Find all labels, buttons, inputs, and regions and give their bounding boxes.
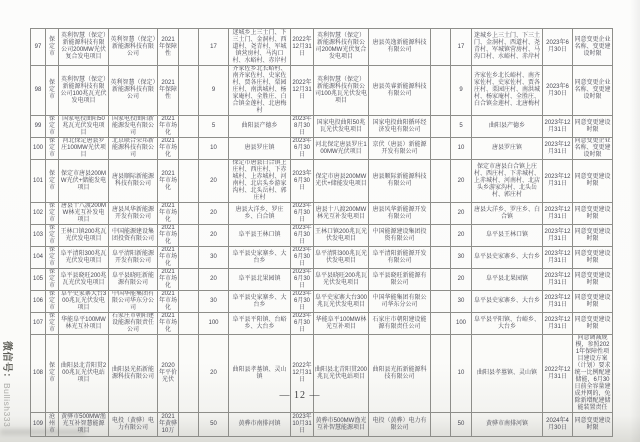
table-cell: 2021年市场化	[158, 160, 179, 203]
table-cell: 17	[451, 29, 472, 66]
table-cell: 2023年6月30日	[292, 203, 312, 223]
table-row	[31, 413, 613, 437]
table-cell: 保定市	[46, 313, 59, 335]
table-cell: 同意变更企业名称、变更建设时限	[574, 138, 611, 158]
table-cell: 英利智慧（保定）新能源科技有限公司200MW光伏复合发电项目	[314, 29, 369, 66]
table-cell: 京伏（唐县）新能源开发有限公司	[369, 138, 431, 160]
table-cell: 2021年市场化	[159, 247, 178, 267]
table-cell: 保定市唐县200MW光伏+储能发电项目	[314, 160, 369, 203]
table-cell: 同意变更建设时限	[573, 269, 613, 291]
watermark-id: Bullish333	[2, 383, 12, 428]
table-cell: 阜平县晓旺新能源有限公司	[109, 269, 158, 291]
table-cell: 20	[199, 203, 229, 225]
table-cell: 2023年6月30日	[292, 313, 312, 333]
table-cell: 2023年6月30日	[292, 291, 312, 311]
table-cell: 同意变更建设时限	[573, 291, 613, 313]
table-cell: 曲阳县孝墓镇、灵山镇	[229, 335, 291, 413]
table-cell: 阜平县晓旺200兆瓦光伏发电项目	[314, 269, 369, 291]
table-cell: 2023年10月31日	[291, 413, 314, 437]
table-cell: 曲阳县北青阳贯200兆瓦光伏电站项目	[59, 335, 109, 413]
table-cell: 阜平史家寨大台300兆瓦光伏发电项目	[59, 291, 109, 313]
table-cell: 阜平县史家寨乡、大台乡	[229, 247, 291, 269]
table-cell: 曲阳县产德乡	[472, 116, 543, 138]
table-cell	[179, 291, 199, 313]
table-cell: 保定市	[46, 160, 59, 203]
table-cell: 英利智慧（保定）新能源科技有限公司	[109, 66, 158, 116]
table-cell: 109	[31, 413, 46, 437]
table-cell: 阜平县平阳镇、台峪乡、大台乡	[472, 313, 543, 335]
scan-smudge	[0, 429, 85, 435]
table-cell: 2023年6月30日	[543, 66, 573, 116]
table-cell: 102	[31, 203, 46, 225]
table-cell: 华能阜平100MW林光互补项目	[59, 313, 109, 335]
table-cell: 20	[199, 225, 229, 247]
table-cell: 2023年12月31日	[543, 313, 573, 335]
table-cell: 10	[451, 138, 472, 160]
table-cell	[431, 313, 451, 335]
table-cell: 30	[451, 247, 472, 269]
table-cell: 唐县英逸新能源科技有限公司	[369, 29, 431, 66]
table-cell: 2021年市场化	[159, 291, 178, 311]
table-cell: 20	[199, 160, 229, 203]
table-cell: 20	[199, 335, 229, 413]
table-cell: 2023年12月31日	[543, 203, 573, 225]
table-cell: 王林口镇200兆瓦光伏发电项目	[314, 225, 369, 247]
table-cell: 英利智慧（保定）新能源科技有限公司200MW光伏复合发电项目	[59, 29, 109, 66]
table-row	[31, 29, 613, 66]
table-cell: 10	[451, 335, 472, 413]
watermark	[1, 341, 16, 436]
table-cell: 保定市	[46, 269, 59, 291]
table-cell: 河北保定唐县罗庄100MW光伏项目	[59, 138, 109, 160]
table-cell: 阜平清阳新能源开发有限公司	[109, 247, 158, 269]
table-cell: 103	[31, 225, 46, 247]
table-cell: 2023年12月31日	[543, 138, 573, 160]
table-row	[31, 313, 613, 335]
table-cell: 100	[31, 138, 46, 160]
table-cell: 17	[199, 29, 229, 66]
table-cell: 保定市	[46, 66, 59, 116]
table-cell: 105	[31, 269, 46, 291]
table-cell: 2023年6月30日	[292, 138, 312, 158]
table-cell	[431, 291, 451, 313]
table-cell: 20	[451, 269, 472, 291]
table-row	[31, 203, 613, 225]
table-cell: 107	[31, 313, 46, 335]
table-cell: 国家电投曲阳循环经济发电有限公司	[369, 116, 431, 138]
table-cell: 2021年市场化	[159, 138, 178, 158]
table-cell: 电投（黄骅）电力有限公司	[369, 413, 431, 437]
table-cell: 99	[31, 116, 46, 138]
table-cell: 齐家佐乡北长峪村、南齐家佐村、史家佐村、贾各庄村、栗园庄村、南洪城村、杨家庵村、全胜庄、白合镇金莲村、北唐梅村	[229, 66, 291, 116]
table-cell: 曲阳县光拓新能源科技有限公司	[369, 335, 431, 413]
table-cell: 保定市	[46, 203, 59, 225]
table-cell: 中国华能集团有限公司华东分公司	[109, 291, 158, 313]
table-cell	[179, 313, 199, 335]
table-cell: 阜平县晓旺200兆瓦光伏发电项目	[59, 269, 109, 291]
table-cell: 同意变更建设时限	[573, 203, 613, 225]
table-cell: 保定市唐县200MW光伏+储能发电项目	[59, 160, 109, 203]
table-row	[31, 225, 613, 247]
table-cell: 30	[199, 247, 229, 269]
table-cell: 20	[451, 160, 472, 203]
table-cell: 唐县罗庄镇	[472, 138, 543, 160]
table-cell: 北京联合荣邦新能源科技有限公司	[109, 138, 158, 160]
table-cell: 2023年6月30日	[291, 160, 314, 203]
table-cell	[179, 66, 199, 116]
table-cell: 保定市	[46, 247, 59, 269]
table-cell: 唐县风华新能源开发有限公司	[369, 203, 431, 225]
table-cell: 106	[31, 291, 46, 313]
table-cell: 同意变更建设时限	[573, 247, 613, 269]
table-cell: 2022年12月31日	[291, 66, 314, 116]
table-cell: 唐县顺际新能源科技有限公司	[109, 160, 158, 203]
table-cell: 唐县顺际新能源科技有限公司	[369, 160, 431, 203]
table-cell	[431, 116, 451, 138]
table-cell: 曲阳县北青阳贯200兆瓦光伏电站项目	[314, 335, 369, 413]
table-cell: 2023年6月30日	[292, 247, 312, 267]
table-cell: 5	[199, 116, 229, 138]
table-cell: 2021年黄骅10万	[158, 413, 179, 437]
table-cell: 石家庄市朝阳建设能源有限责任公司	[369, 313, 431, 335]
table-cell: 阜平县史家寨乡、大台乡	[472, 247, 543, 269]
table-cell: 30	[451, 291, 472, 313]
table-row	[31, 247, 613, 269]
table-cell: 阜平县王林口镇	[229, 225, 291, 247]
table-cell: 唐县十八渡200MW林光互补发电项目	[59, 203, 109, 225]
table-cell: 阜平县平阳镇、台峪乡、大台乡	[229, 313, 291, 335]
table-cell: 2023年6月30日	[292, 269, 312, 289]
table-row	[31, 160, 613, 203]
table-cell	[179, 247, 199, 269]
table-cell: 英利智慧（保定）新能源科技有限公司	[109, 29, 158, 66]
table-cell: 国家电投曲阳50兆瓦光伏发电项目	[314, 116, 369, 138]
table-cell	[179, 225, 199, 247]
table-cell: 英利智慧（保定）新能源科技有限公司100兆瓦光伏发电项目	[59, 66, 109, 116]
table-cell: 黄骅市500MW渔光互补智慧能源项目	[59, 413, 109, 437]
table-cell: 中国能源建设集团投资有限公司	[109, 225, 158, 247]
table-cell: 王林口镇200兆瓦光伏发电项目	[59, 225, 109, 247]
table-cell: 唐县罗庄镇	[229, 138, 291, 160]
table-cell	[179, 203, 199, 225]
table-cell	[179, 138, 199, 160]
table-cell	[179, 160, 199, 203]
table-cell	[431, 29, 451, 66]
table-cell: 2021年市场化	[159, 116, 178, 136]
table-cell: 同意变更建设时限	[573, 413, 613, 437]
table-cell: 中国能源建设集团投资有限公司	[369, 225, 431, 247]
table-cell: 唐县十八渡200MW林光互补发电项目	[314, 203, 369, 225]
table-cell: 阜平史家寨大台300兆瓦光伏发电项目	[314, 291, 369, 313]
table-cell: 2021年市场化	[159, 269, 178, 289]
table-cell	[431, 247, 451, 269]
table-cell: 同意变更建设时限	[573, 225, 613, 247]
table-cell: 阜平清阳300兆瓦光伏发电项目	[59, 247, 109, 269]
table-cell: 阜平县史家寨乡、大台乡	[472, 291, 543, 313]
table-cell	[431, 225, 451, 247]
table-cell: 100	[199, 313, 229, 335]
table-cell: 2021年市场化	[159, 313, 178, 333]
table-cell	[431, 203, 451, 225]
table-cell: 迷城乡上三土门、下三土门、金洞村、西道村、尧青村、军城镇营房村、马沟口村、水峪村、赤岸村	[229, 29, 291, 66]
table-cell: 黄骅市南排河镇	[472, 413, 543, 437]
table-cell: 曲阳县产德乡	[229, 116, 291, 138]
table-cell: 阜平县史家寨乡、大台乡	[229, 291, 291, 313]
table-cell: 同意变更企业名称、变更建设时限	[573, 29, 613, 66]
table-cell: 迷城乡上三土门、下三土门、金洞村、西道村、尧青村、军城镇营房村、马沟口村、水峪村、赤岸村	[472, 29, 543, 66]
table-cell: 2023年12月31日	[543, 269, 573, 291]
table-cell	[179, 116, 199, 138]
table-cell: 阜平县王林口镇	[472, 225, 543, 247]
table-cell: 国家电投曲阳50兆瓦光伏发电项目	[59, 116, 109, 138]
table-cell: 阜平县晓旺新能源有限公司	[369, 269, 431, 291]
table-cell: 2022年12月31日	[291, 335, 314, 413]
table-cell: 保定市	[46, 291, 59, 313]
table-cell: 108	[31, 335, 46, 413]
table-cell: 阜平县北果园镇	[472, 269, 543, 291]
table-cell: 保定市唐县白合镇上庄村、西庄村、下赤城村、上赤城村、河南村、北店头乡游家沟村、北头岳村、郭庄村	[472, 160, 543, 203]
table-cell: 黄骅市500MW渔光互补智慧能源项目	[314, 413, 369, 437]
table-cell: 50	[451, 413, 472, 437]
table-cell: 5	[451, 116, 472, 138]
table-cell	[431, 138, 451, 160]
table-cell: 2021年保障性	[158, 29, 179, 66]
table-cell: 2024年4月30日	[543, 413, 573, 437]
table-cell	[431, 413, 451, 437]
table-cell: 保定市唐县白合镇上庄村、西庄村、下赤城村、上赤城村、河南村、北店头乡游家沟村、北头岳村、郭庄村	[229, 160, 291, 203]
table-cell: 阜平县北果园镇	[229, 269, 291, 291]
table-cell: 同意调减规模，参照2021年保障性项目建设方案（计划）要求统一比例配建储能，6月30日前全容量建成并网的，免除新增配建储能装置责任	[574, 335, 611, 411]
table-cell	[179, 29, 199, 66]
table-cell: 沧州市	[46, 413, 59, 437]
table-cell	[179, 269, 199, 291]
table-cell: 20	[199, 269, 229, 291]
table-cell	[431, 160, 451, 203]
table-cell: 国家电投曲阳新能源发电有限公司	[109, 116, 158, 138]
table-cell: 30	[199, 291, 229, 313]
table-cell: 98	[31, 66, 46, 116]
table-row	[31, 66, 613, 116]
table-cell: 2020年平价光伏	[158, 335, 179, 413]
table-cell: 曲阳县光拓新能源科技有限公司	[109, 335, 158, 413]
table-cell	[431, 269, 451, 291]
table-cell	[179, 413, 199, 437]
table-cell: 2022年12月31日	[543, 335, 573, 413]
table-cell: 曲阳县孝墓镇、灵山镇	[472, 335, 543, 413]
table-cell: 2023年8月30日	[292, 116, 312, 136]
table-cell: 石家庄市朝阳建设能源有限责任公司	[109, 313, 158, 335]
table-cell: 20	[451, 203, 472, 225]
table-cell	[431, 66, 451, 116]
table-row	[31, 269, 613, 291]
table-cell: 英利智慧（保定）新能源科技有限公司100兆瓦光伏发电项目	[314, 66, 369, 116]
table-cell: 华能阜平100MW林光互补项目	[314, 313, 369, 335]
table-cell: 9	[199, 66, 229, 116]
table-cell: 保定市	[46, 116, 59, 138]
table-cell: 同意变更企业名称、变更建设时限	[573, 66, 613, 116]
table-cell: 9	[451, 66, 472, 116]
table-cell: 保定市	[46, 138, 59, 160]
table-cell: 同意变更建设时限	[573, 160, 613, 203]
table-cell: 保定市	[46, 335, 59, 413]
table-cell: 2023年6月30日	[292, 225, 312, 245]
table-cell: 唐县大洋乡、罗庄乡、白合镇	[472, 203, 543, 225]
table-cell: 2023年6月30日	[543, 29, 573, 66]
table-cell: 唐县风华新能源开发有限公司	[109, 203, 158, 225]
table-cell: 100	[451, 313, 472, 335]
table-row	[31, 291, 613, 313]
table-cell: 2021年保障性	[158, 66, 179, 116]
table-cell: 阜平清阳300兆瓦光伏发电项目	[314, 247, 369, 269]
table-cell: 104	[31, 247, 46, 269]
table-cell: 2023年12月31日	[543, 160, 573, 203]
table-cell: 河北保定唐县罗庄100MW光伏项目	[314, 138, 369, 160]
table-cell: 保定市	[46, 29, 59, 66]
table-cell: 2021年市场化	[159, 225, 178, 245]
table-cell: 10	[199, 138, 229, 160]
table-cell: 2023年12月31日	[543, 247, 573, 269]
table-cell: 同意变更建设时限	[573, 313, 613, 335]
table-row	[31, 138, 613, 160]
table-cell: 2023年12月31日	[543, 225, 573, 247]
table-cell: 保定市	[46, 225, 59, 247]
page-number: — 12 —	[279, 390, 321, 401]
table-cell: 20	[451, 225, 472, 247]
table-cell: 101	[31, 160, 46, 203]
table-cell: 同意变更建设时限	[573, 116, 613, 138]
table-cell: 2021年市场化	[159, 203, 178, 223]
table-cell: 2023年12月31日	[543, 291, 573, 313]
table-cell: 唐县大洋乡、罗庄乡、白合镇	[229, 203, 291, 225]
table-cell: 2023年12月31日	[543, 116, 573, 138]
table-cell: 电投（黄骅）电力有限公司	[109, 413, 158, 437]
table-cell: 50	[199, 413, 229, 437]
table-cell: 黄骅市南排河镇	[229, 413, 291, 437]
table-cell: 2022年12月31日	[291, 29, 314, 66]
table-cell: 唐县英睿新能源科技有限公司	[369, 66, 431, 116]
table-cell: 齐家佐乡北长峪村、南齐家佐村、史家佐村、贾各庄村、栗园庄村、南洪城村、杨家庵村、全胜庄、白合镇金莲村、北唐梅村	[472, 66, 543, 116]
watermark-logo-icon: 微信号：	[1, 341, 12, 383]
table-cell: 中国华能集团有限公司华东分公司	[369, 291, 431, 313]
approvals-table	[30, 28, 613, 437]
table-cell: 阜平清阳新能源开发有限公司	[369, 247, 431, 269]
table-cell: 97	[31, 29, 46, 66]
table-row	[31, 116, 613, 138]
